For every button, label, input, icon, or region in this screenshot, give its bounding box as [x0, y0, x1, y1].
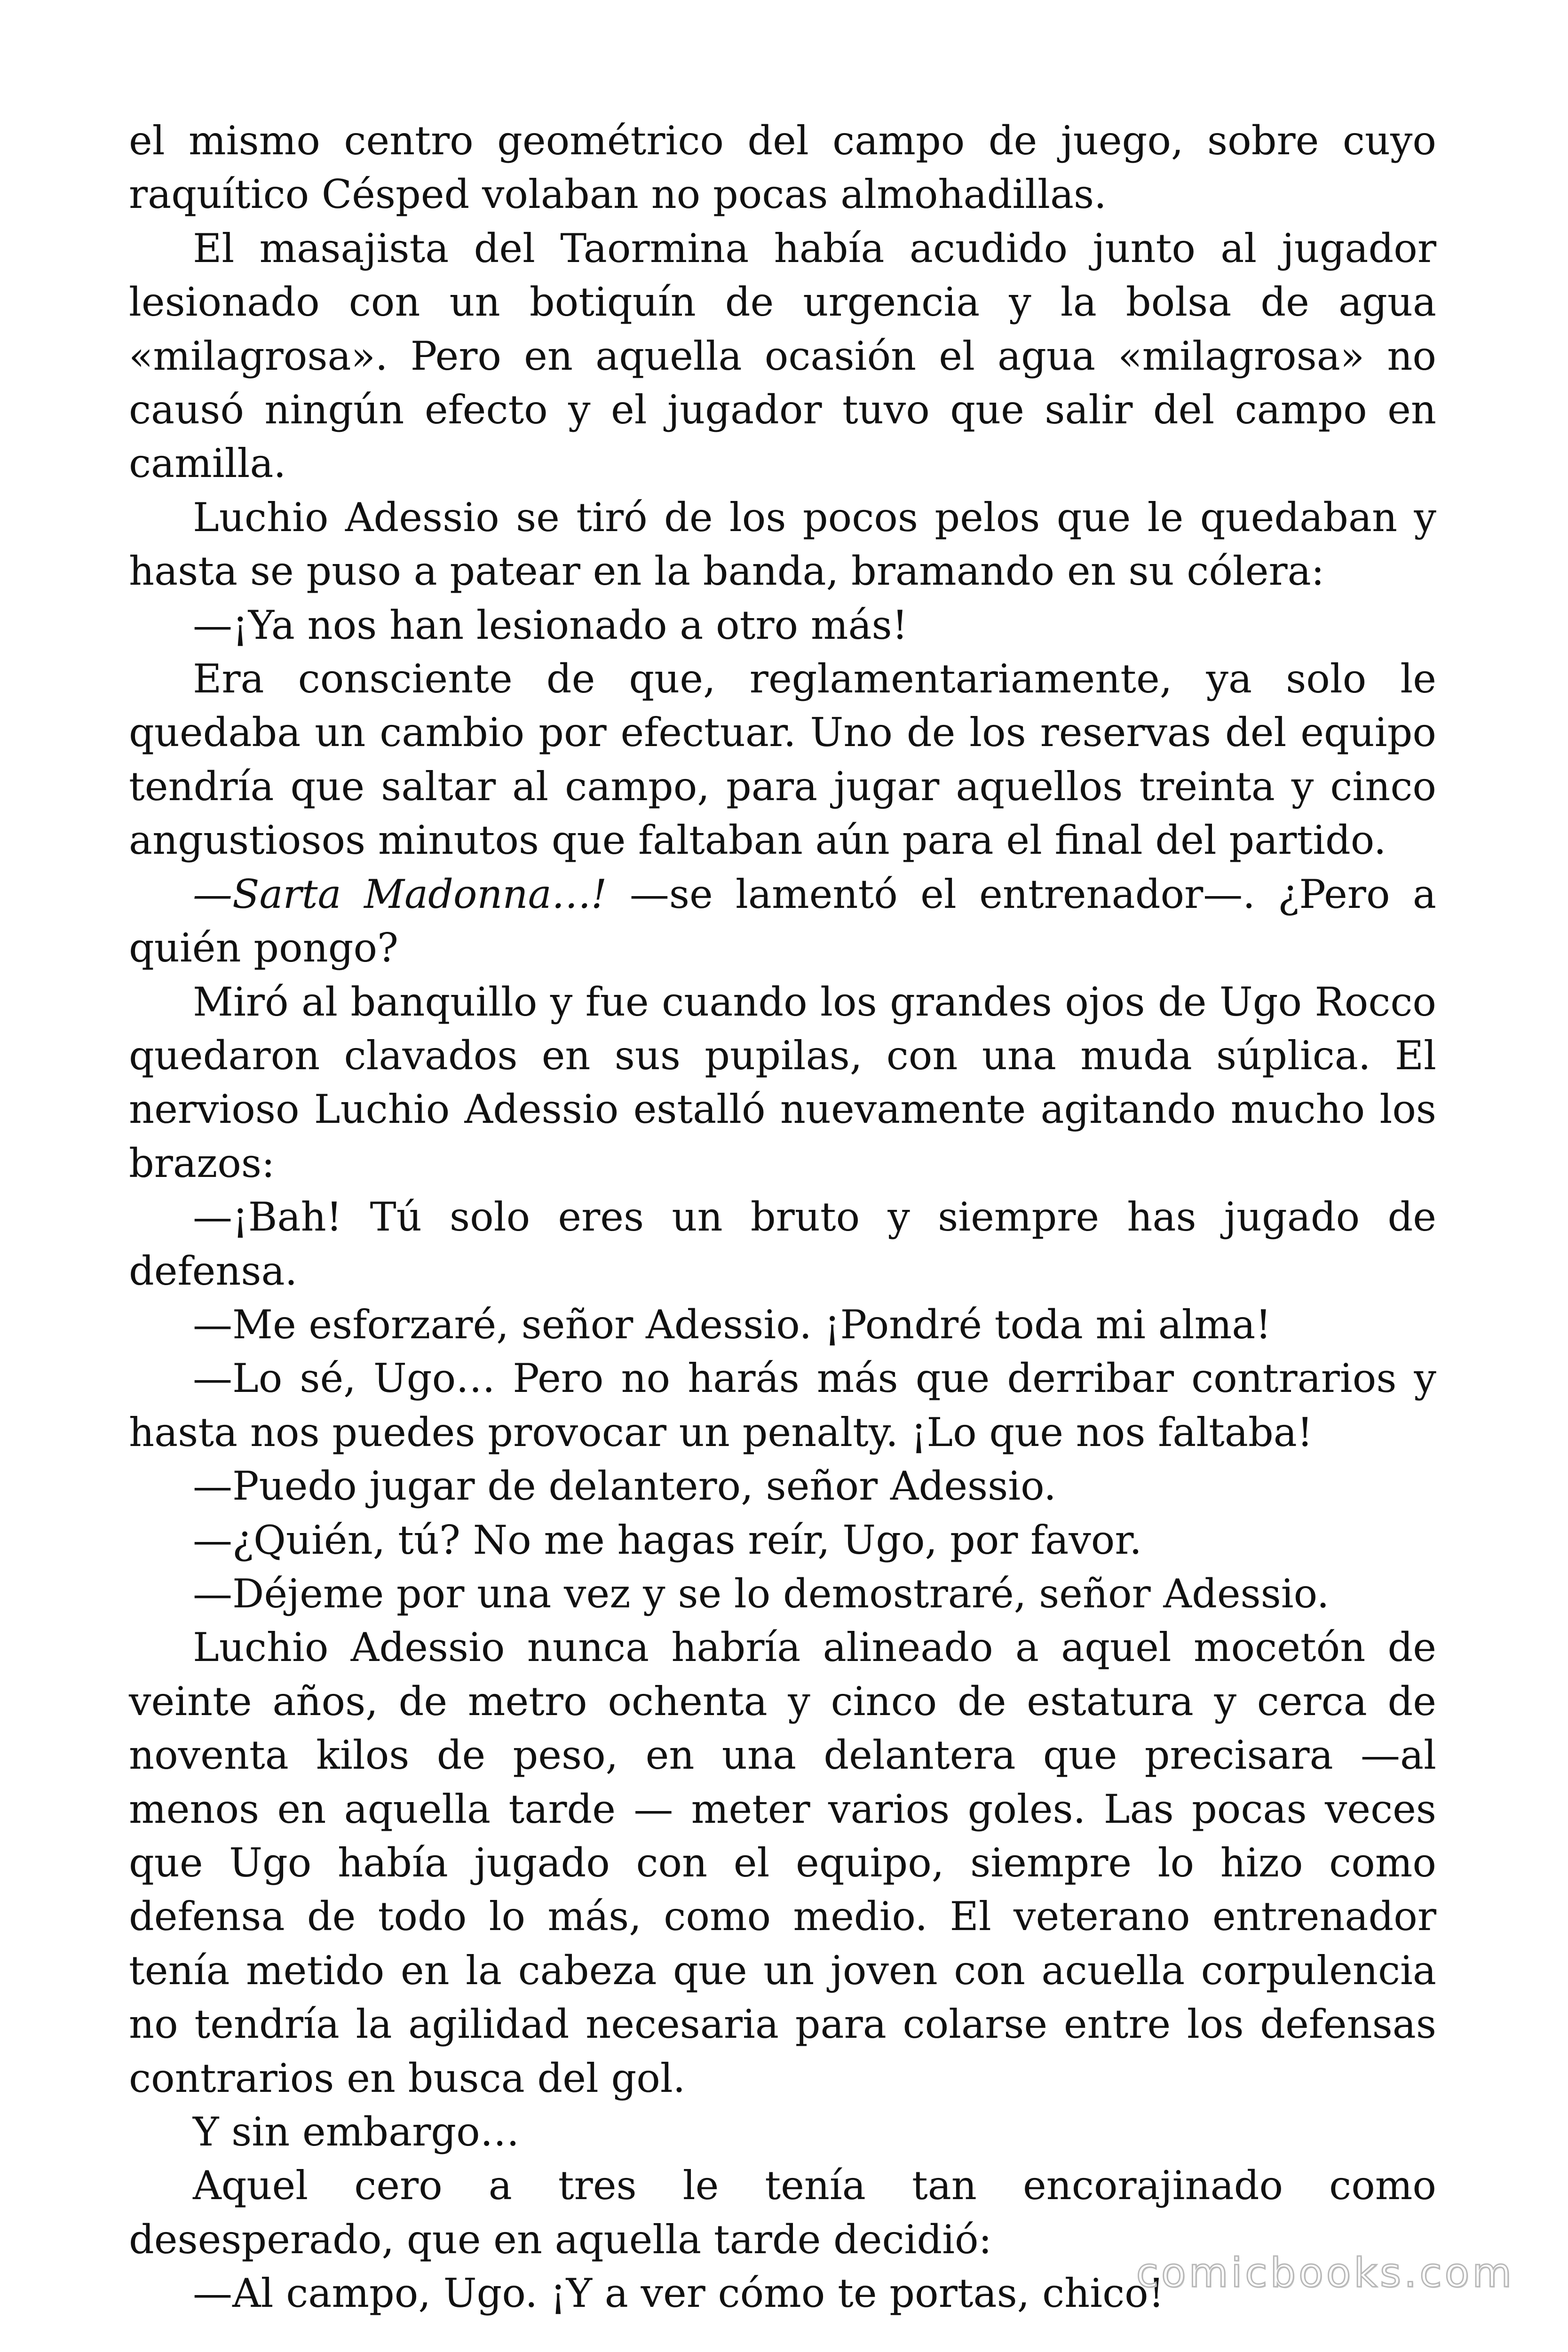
watermark: comicbooks.com: [1136, 2249, 1514, 2296]
body-text: [129, 114, 1436, 2320]
dialogue-line: —Al campo, Ugo. ¡Y a ver cómo te portas, chico!: [193, 2270, 1164, 2317]
dialogue-line: —Puedo jugar de delantero, señor Adessio.: [193, 1463, 1056, 1510]
paragraph: el mismo centro geométrico del campo de juego, sobre cuyo raquítico Césped volaban no pocas almohadillas.: [129, 118, 1436, 218]
paragraph: Era consciente de que, reglamentariamente, ya solo le quedaba un cambio por efectuar. Uno de los reservas del equipo tendría que saltar al campo, para jugar aquellos treinta y cinco angustiosos minutos que faltaban aún para el final del partido.: [129, 656, 1436, 864]
dialogue-line: —¡Ya nos han lesionado a otro más!: [193, 602, 908, 648]
dialogue-line: —Lo sé, Ugo… Pero no harás más que derribar contrarios y hasta nos puedes provocar un penalty. ¡Lo que nos faltaba!: [129, 1355, 1436, 1455]
paragraph: Y sin embargo…: [193, 2109, 520, 2155]
dialogue-text: —se lamentó el entrenador—. ¿Pero a quién pongo?: [129, 871, 1436, 971]
dialogue-line: —¿Quién, tú? No me hagas reír, Ugo, por favor.: [193, 1517, 1142, 1563]
dialogue-line: —¡Bah! Tú solo eres un bruto y siempre has jugado de defensa.: [129, 1194, 1436, 1294]
paragraph: Luchio Adessio nunca habría alineado a aquel mocetón de veinte años, de metro ochenta y cinco de estatura y cerca de noventa kilos de peso, en una delantera que precisara —al menos en aquella tarde — meter varios goles. Las pocas veces que Ugo había jugado con el equipo, siempre lo hizo como defensa de todo lo más, como medio. El veterano entrenador tenía metido en la cabeza que un joven con acuella corpulencia no tendría la agilidad necesaria para colarse entre los defensas contrarios en busca del gol.: [129, 1624, 1436, 2101]
dialogue-line: [129, 867, 1436, 975]
dialogue-line: —Me esforzaré, señor Adessio. ¡Pondré toda mi alma!: [193, 1301, 1272, 1348]
italic-exclamation: —Sarta Madonna…!: [193, 871, 607, 917]
paragraph: El masajista del Taormina había acudido junto al jugador lesionado con un botiquín de urgencia y la bolsa de agua «milagrosa». Pero en aquella ocasión el agua «milagrosa» no causó ningún efecto y el jugador tuvo que salir del campo en camilla.: [129, 225, 1436, 487]
paragraph: Aquel cero a tres le tenía tan encorajinado como desesperado, que en aquella tarde decidió:: [129, 2162, 1436, 2263]
paragraph: Miró al banquillo y fue cuando los grandes ojos de Ugo Rocco quedaron clavados en sus pupilas, con una muda súplica. El nervioso Luchio Adessio estalló nuevamente agitando mucho los brazos:: [129, 978, 1436, 1186]
paragraph: Luchio Adessio se tiró de los pocos pelos que le quedaban y hasta se puso a patear en la banda, bramando en su cólera:: [129, 494, 1436, 595]
dialogue-line: —Déjeme por una vez y se lo demostraré, señor Adessio.: [193, 1570, 1330, 1617]
